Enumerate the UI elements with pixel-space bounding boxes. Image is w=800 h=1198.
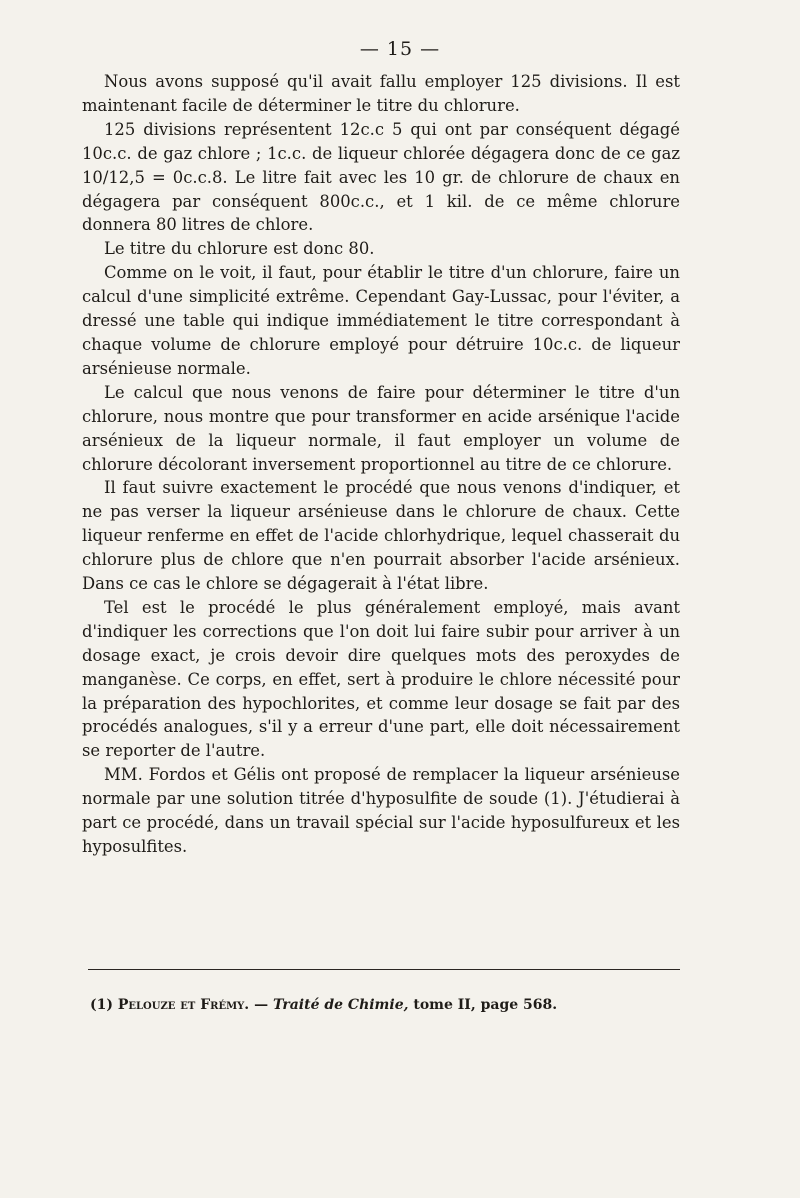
- footnote-reference: tome II, page 568.: [413, 997, 558, 1013]
- paragraph: 125 divisions représentent 12c.c 5 qui ont par conséquent dégagé 10c.c. de gaz chlore ; 1c.c. de liqueur chlorée dégagera donc de ce gaz 10/12,5 = 0c.c.8. Le litre fait avec les 10 gr. de chlorure de chaux en dégagera par conséquent 800c.c., et 1 kil. de ce même chlorure donnera 80 litres de chlore.: [82, 119, 680, 235]
- paragraph: Le calcul que nous venons de faire pour déterminer le titre d'un chlorure, nous montre que pour transformer en acide arsénique l'acide arsénieux de la liqueur normale, il faut employer un volume de chlorure décolorant inversement proportionnel au titre de ce chlorure.: [82, 382, 680, 474]
- footnote-divider: [88, 969, 680, 970]
- footnote-title: Traité de Chimie,: [272, 997, 409, 1013]
- paragraph: Comme on le voit, il faut, pour établir le titre d'un chlorure, faire un calcul d'une simplicité extrême. Cependant Gay-Lussac, pour l'éviter, a dressé une table qui indique immédiatement le titre correspondant à chaque volume de chlorure employé pour détruire 10c.c. de liqueur arsénieuse normale.: [82, 263, 680, 378]
- page-number: — 15 —: [359, 38, 441, 60]
- paragraph: Le titre du chlorure est donc 80.: [104, 239, 375, 259]
- footnote-authors: Pelouze et Frémy.: [117, 997, 250, 1013]
- paragraph: Nous avons supposé qu'il avait fallu employer 125 divisions. Il est maintenant facile de déterminer le titre du chlorure.: [82, 72, 680, 115]
- body-text: [82, 70, 680, 859]
- paragraph: Il faut suivre exactement le procédé que nous venons d'indiquer, et ne pas verser la liqueur arsénieuse dans le chlorure de chaux. Cette liqueur renferme en effet de l'acide chlorhydrique, lequel chasserait du chlorure plus de chlore que n'en pourrait absorber l'acide arsénieux. Dans ce cas le chlore se dégagerait à l'état libre.: [82, 478, 680, 594]
- footnote-marker: (1): [90, 997, 113, 1013]
- paragraph: Tel est le procédé le plus généralement employé, mais avant d'indiquer les corrections que l'on doit lui faire subir pour arriver à un dosage exact, je crois devoir dire quelques mots des peroxydes de manganèse. Ce corps, en effet, sert à produire le chlore nécessité pour la préparation des hypochlorites, et comme leur dosage se fait par des procédés analogues, s'il y a erreur d'une part, elle doit nécessairement se reporter de l'autre.: [82, 597, 680, 761]
- footnote: [90, 997, 690, 1013]
- paragraph: MM. Fordos et Gélis ont proposé de remplacer la liqueur arsénieuse normale par une solution titrée d'hyposulfite de soude (1). J'étudierai à part ce procédé, dans un travail spécial sur l'acide hyposulfureux et les hyposulfites.: [82, 765, 680, 856]
- footnote-dash: —: [254, 997, 269, 1013]
